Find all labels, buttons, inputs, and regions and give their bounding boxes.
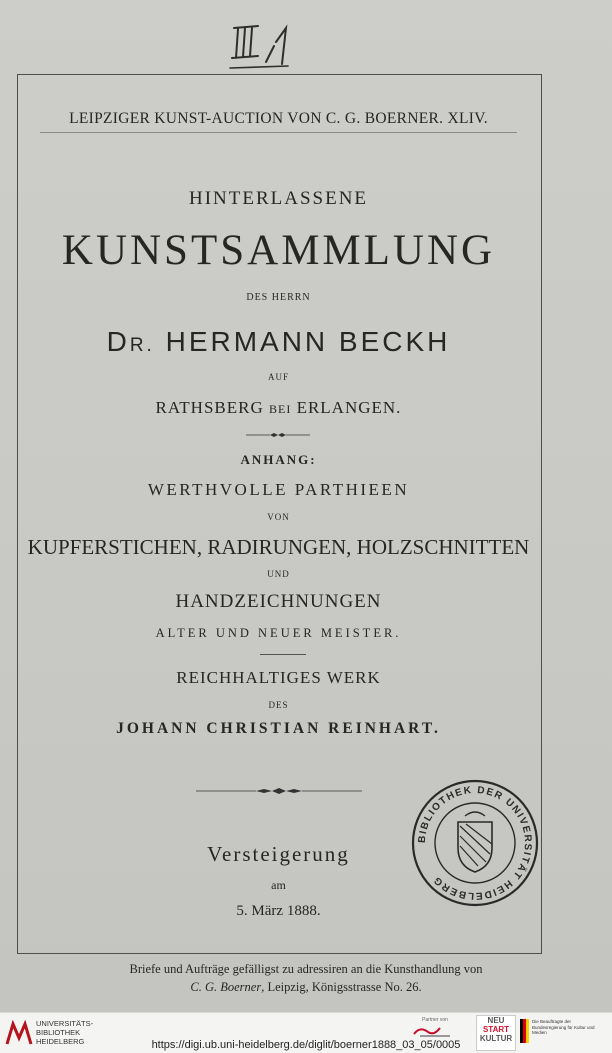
partner-logo[interactable]	[404, 1017, 466, 1041]
appendix-line-1: WERTHVOLLE PARTHIEEN	[147, 480, 410, 499]
viewer-footer-bar	[0, 1012, 612, 1053]
library-name-line-3: HEIDELBERG	[36, 1037, 85, 1046]
place-a: RATHSBERG	[155, 398, 264, 417]
work-line-1: REICHHALTIGES WERK	[176, 668, 381, 687]
collector-name	[17, 326, 540, 358]
appendix-line-2: VON	[267, 512, 290, 522]
auction-heading: Versteigerung	[207, 842, 350, 866]
footer-line-2	[0, 980, 612, 995]
title-line-5: AUF	[267, 372, 289, 382]
series-divider	[40, 132, 517, 133]
title-main: KUNSTSAMMLUNG	[61, 227, 496, 274]
name-text: HERMANN BECKH	[165, 326, 451, 357]
neustart-line-2: START	[482, 1025, 510, 1034]
federal-eagle-icon	[520, 1019, 530, 1043]
series-line: LEIPZIGER KUNST-AUCTION VON C. G. BOERNER. XLIV.	[69, 110, 488, 127]
neustart-kultur-logo[interactable]	[476, 1015, 516, 1051]
library-stamp	[410, 778, 540, 908]
partner-emblem-icon	[410, 1024, 460, 1038]
place-b: ERLANGEN.	[296, 398, 402, 417]
footer-publisher: C. G. Boerner	[190, 980, 262, 994]
appendix-line-3: KUPFERSTICHEN, RADIRUNGEN, HOLZSCHNITTEN	[27, 535, 530, 559]
library-name-line-2: BIBLIOTHEK	[36, 1028, 81, 1037]
ornament-rule-2	[196, 786, 362, 796]
work-line-3: JOHANN CHRISTIAN REINHART.	[116, 720, 441, 737]
funder-text: Die Beauftragte der Bundesregierung für Kultur und Medien	[532, 1019, 595, 1035]
title-line-3: DES HERRN	[246, 292, 311, 303]
appendix-line-4: UND	[267, 569, 290, 579]
short-divider	[260, 654, 306, 655]
place-bei: BEI	[268, 402, 292, 416]
handwritten-shelfmark	[228, 20, 308, 74]
ornament-rule-1	[246, 431, 310, 439]
funder-logo[interactable]	[520, 1017, 608, 1047]
footer-address: , Leipzig, Königsstrasse No. 26.	[261, 980, 422, 994]
partner-label: Partner von	[422, 1017, 448, 1023]
appendix-heading: ANHANG:	[240, 452, 317, 467]
work-line-2: DES	[268, 700, 289, 710]
footer-line-1: Briefe und Aufträge gefälligst zu adressiren an die Kunsthandlung von	[129, 962, 483, 976]
neustart-line-1: NEU	[487, 1016, 505, 1025]
permalink-url[interactable]: https://digi.ub.uni-heidelberg.de/diglit/boerner1888_03_05/0005	[151, 1039, 461, 1051]
auction-date: 5. März 1888.	[236, 903, 321, 919]
name-prefix-r: R.	[129, 335, 155, 356]
library-name-line-1: UNIVERSITÄTS-	[36, 1019, 94, 1028]
auction-am: am	[271, 878, 286, 892]
appendix-line-6: ALTER UND NEUER MEISTER.	[155, 626, 402, 640]
stamp-text: BIBLIOTHEK DER UNIVERSITÄT HEIDELBERG	[416, 784, 534, 902]
name-prefix-d: D	[106, 326, 130, 357]
place-line	[17, 398, 540, 418]
appendix-line-5: HANDZEICHNUNGEN	[175, 591, 382, 612]
title-line-1: HINTERLASSENE	[188, 188, 369, 209]
neustart-line-3: KULTUR	[479, 1034, 513, 1043]
